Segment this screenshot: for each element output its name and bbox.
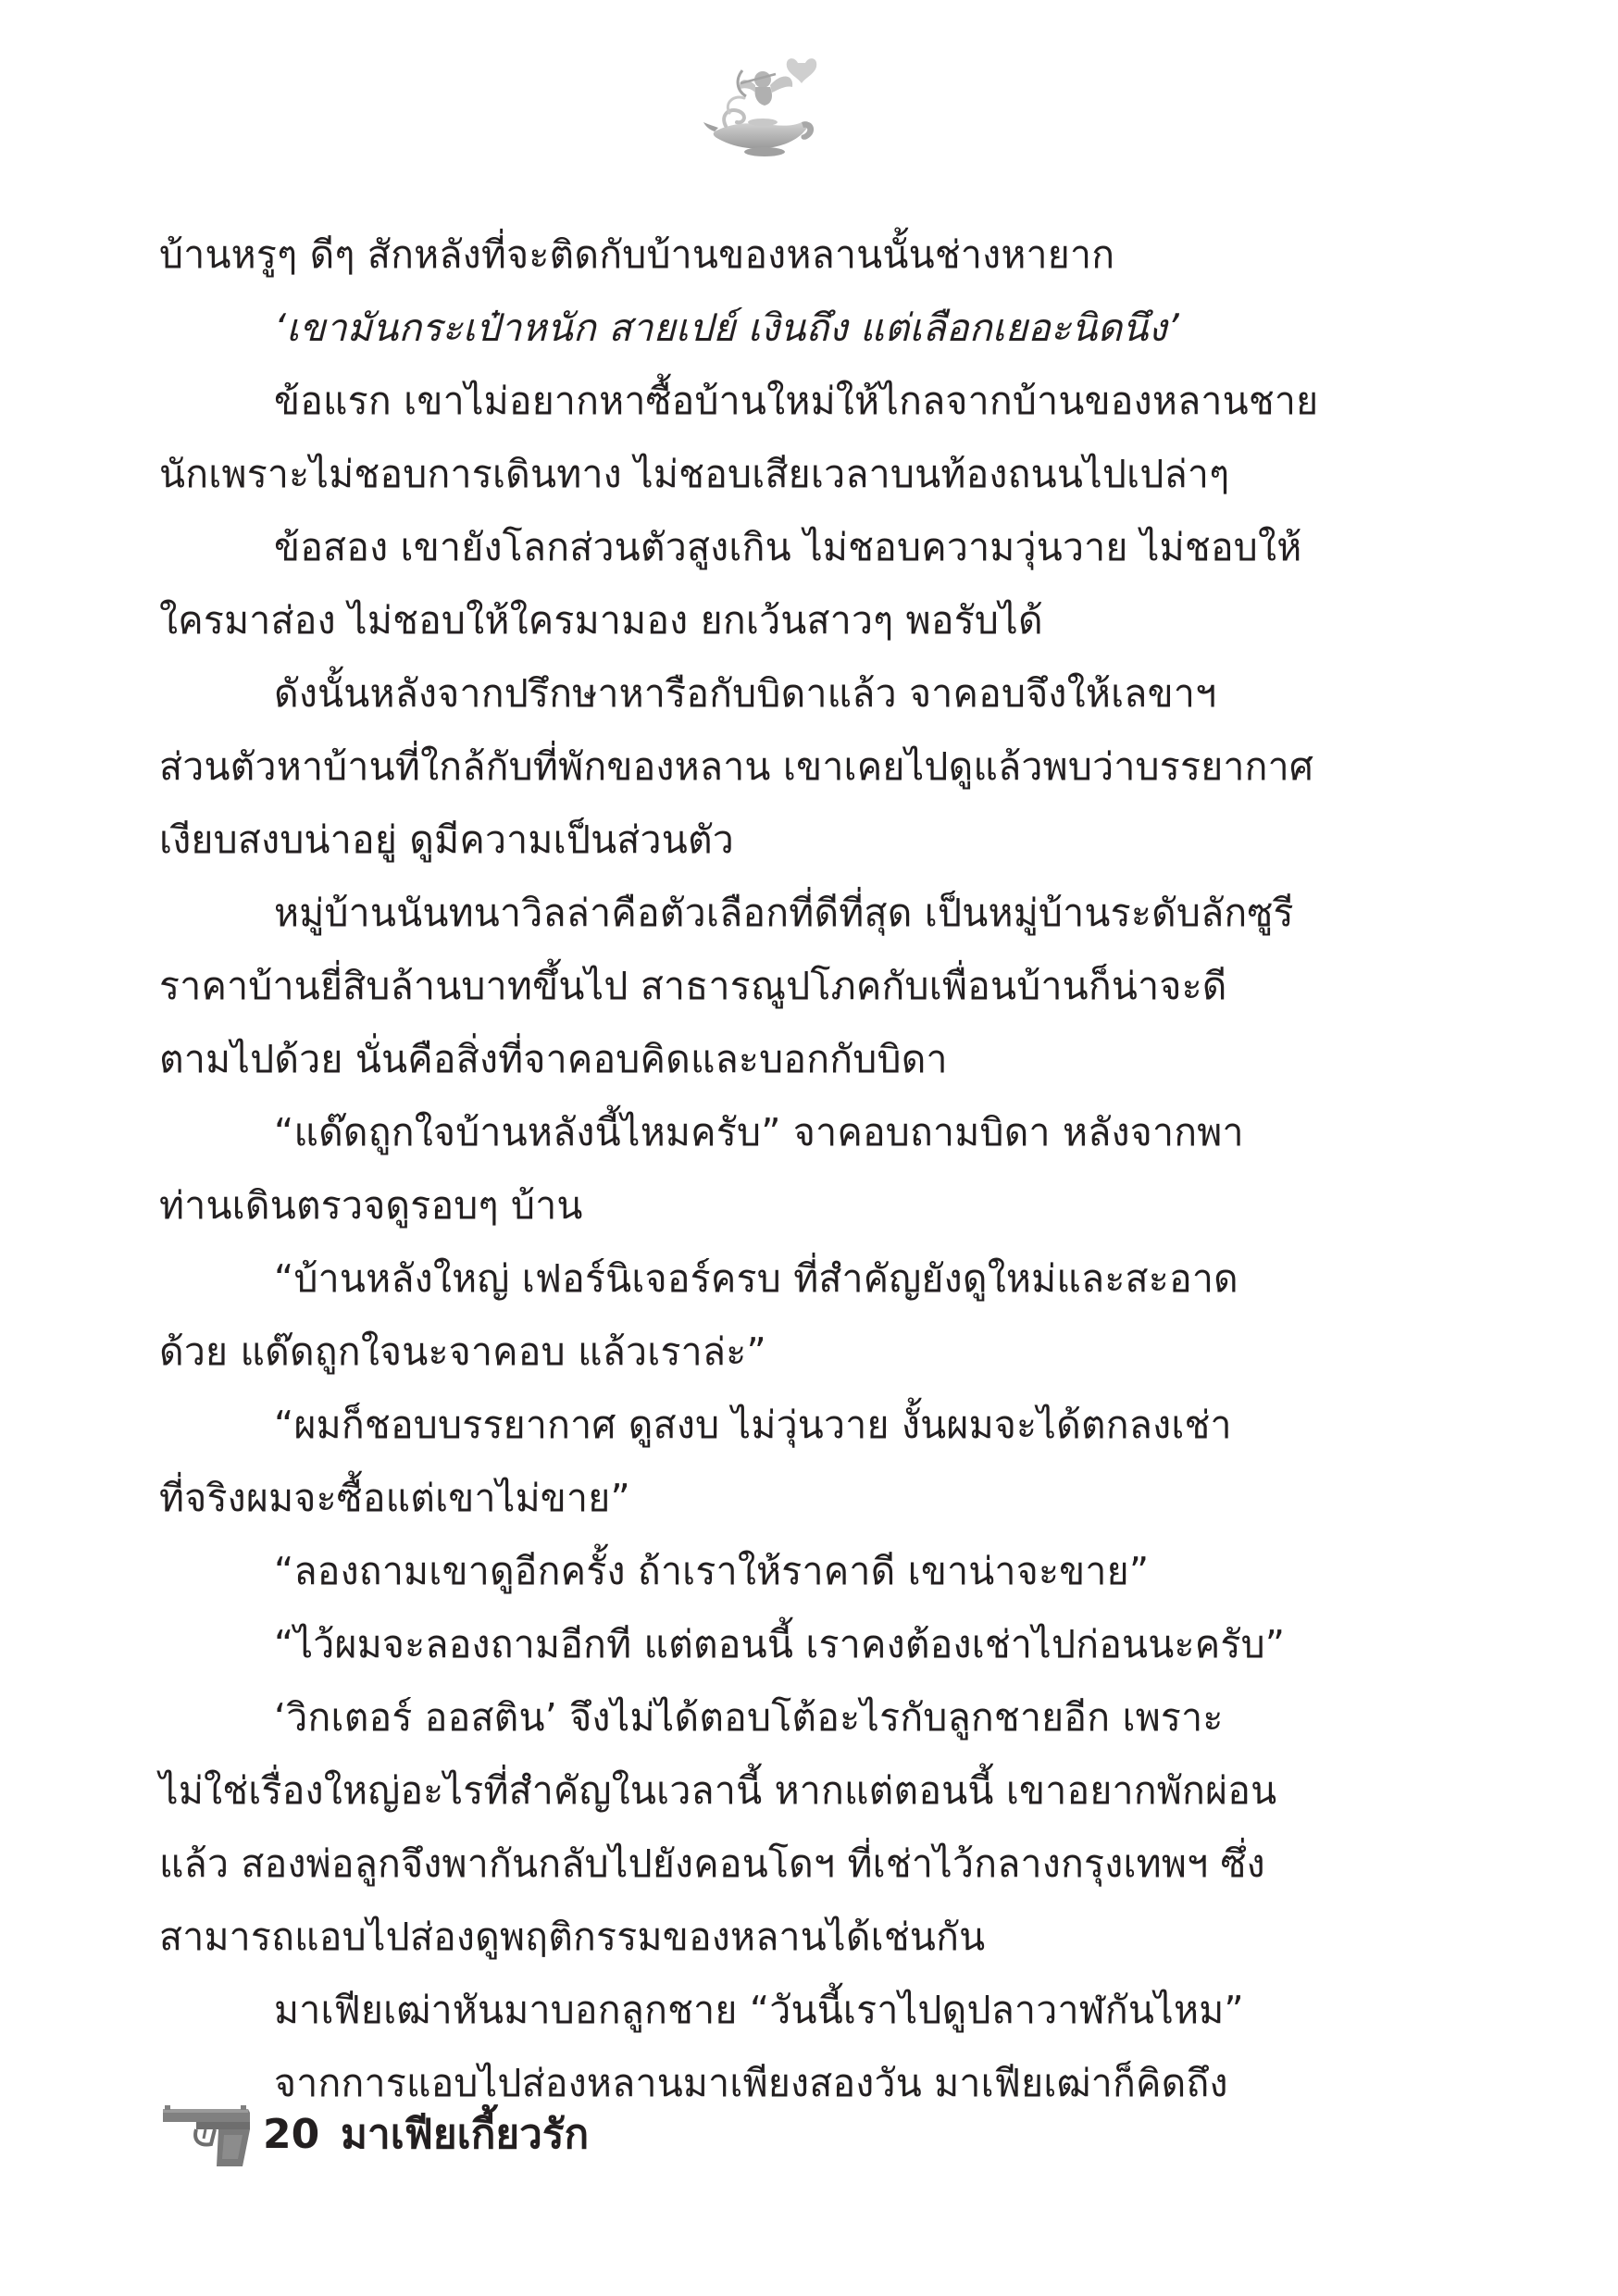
text-line: ราคาบ้านยี่สิบล้านบาทขึ้นไป สาธารณูปโภคกับเพื่อนบ้านก็น่าจะดี	[159, 964, 1227, 1008]
text-line: นักเพราะไม่ชอบการเดินทาง ไม่ชอบเสียเวลาบนท้องถนนไปเปล่าๆ	[159, 452, 1230, 496]
text-line: เงียบสงบน่าอยู่ ดูมีความเป็นส่วนตัว	[159, 817, 735, 862]
text-line: ไม่ใช่เรื่องใหญ่อะไรที่สำคัญในเวลานี้ หากแต่ตอนนี้ เขาอยากพักผ่อน	[159, 1768, 1277, 1813]
text-line: ดังนั้นหลังจากปรึกษาหารือกับบิดาแล้ว จาคอบจึงให้เลขาฯ	[274, 671, 1217, 716]
text-line: ใครมาส่อง ไม่ชอบให้ใครมามอง ยกเว้นสาวๆ พอรับได้	[159, 598, 1043, 643]
text-line: “ไว้ผมจะลองถามอีกที แต่ตอนนี้ เราคงต้องเช่าไปก่อนนะครับ”	[274, 1622, 1286, 1666]
text-line: ตามไปด้วย นั่นคือสิ่งที่จาคอบคิดและบอกกับบิดา	[159, 1037, 948, 1081]
cupid-genie-lamp-icon	[702, 54, 822, 165]
text-line: “ลองถามเขาดูอีกครั้ง ถ้าเราให้ราคาดี เขาน่าจะขาย”	[274, 1549, 1150, 1593]
text-line: ข้อแรก เขาไม่อยากหาซื้อบ้านใหม่ให้ไกลจากบ้านของหลานชาย	[274, 379, 1319, 423]
text-line: “บ้านหลังใหญ่ เฟอร์นิเจอร์ครบ ที่สำคัญยังดูใหม่และสะอาด	[274, 1256, 1238, 1301]
text-line: หมู่บ้านนันทนาวิลล่าคือตัวเลือกที่ดีที่สุด เป็นหมู่บ้านระดับลักซูรี	[274, 891, 1294, 935]
pistol-icon	[159, 2102, 252, 2168]
text-line: บ้านหรูๆ ดีๆ สักหลังที่จะติดกับบ้านของหลานนั้นช่างหายาก	[159, 232, 1115, 277]
book-title: มาเฟียเกี้ยวรัก	[341, 2111, 590, 2158]
chapter-body-text	[159, 218, 1353, 2120]
text-line: ข้อสอง เขายังโลกส่วนตัวสูงเกิน ไม่ชอบความวุ่นวาย ไม่ชอบให้	[274, 525, 1302, 569]
text-line: จากการแอบไปส่องหลานมาเพียงสองวัน มาเฟียเฒ่าก็คิดถึง	[274, 2061, 1228, 2105]
text-line: ด้วย แด๊ดถูกใจนะจาคอบ แล้วเราล่ะ”	[159, 1329, 766, 1374]
text-line: แล้ว สองพ่อลูกจึงพากันกลับไปยังคอนโดฯ ที่เช่าไว้กลางกรุงเทพฯ ซึ่ง	[159, 1841, 1265, 1886]
page-footer	[159, 2100, 992, 2174]
text-line: มาเฟียเฒ่าหันมาบอกลูกชาย “วันนี้เราไปดูปลาวาฬกันไหม”	[274, 1988, 1244, 2032]
text-line: สามารถแอบไปส่องดูพฤติกรรมของหลานได้เช่นกัน	[159, 1915, 986, 1959]
text-line: ‘เขามันกระเป๋าหนัก สายเปย์ เงินถึง แต่เลือกเยอะนิดนึง’	[274, 306, 1179, 350]
page-number: 20	[263, 2111, 320, 2158]
text-line: “แด๊ดถูกใจบ้านหลังนี้ไหมครับ” จาคอบถามบิดา หลังจากพา	[274, 1110, 1244, 1154]
text-line: “ผมก็ชอบบรรยากาศ ดูสงบ ไม่วุ่นวาย งั้นผมจะได้ตกลงเช่า	[274, 1403, 1232, 1447]
text-line: ท่านเดินตรวจดูรอบๆ บ้าน	[159, 1183, 583, 1228]
text-line: ‘วิกเตอร์ ออสติน’ จึงไม่ได้ตอบโต้อะไรกับลูกชายอีก เพราะ	[274, 1695, 1224, 1740]
text-line: ที่จริงผมจะซื้อแต่เขาไม่ขาย”	[159, 1476, 630, 1520]
text-line: ส่วนตัวหาบ้านที่ใกล้กับที่พักของหลาน เขาเคยไปดูแล้วพบว่าบรรยากาศ	[159, 744, 1314, 789]
